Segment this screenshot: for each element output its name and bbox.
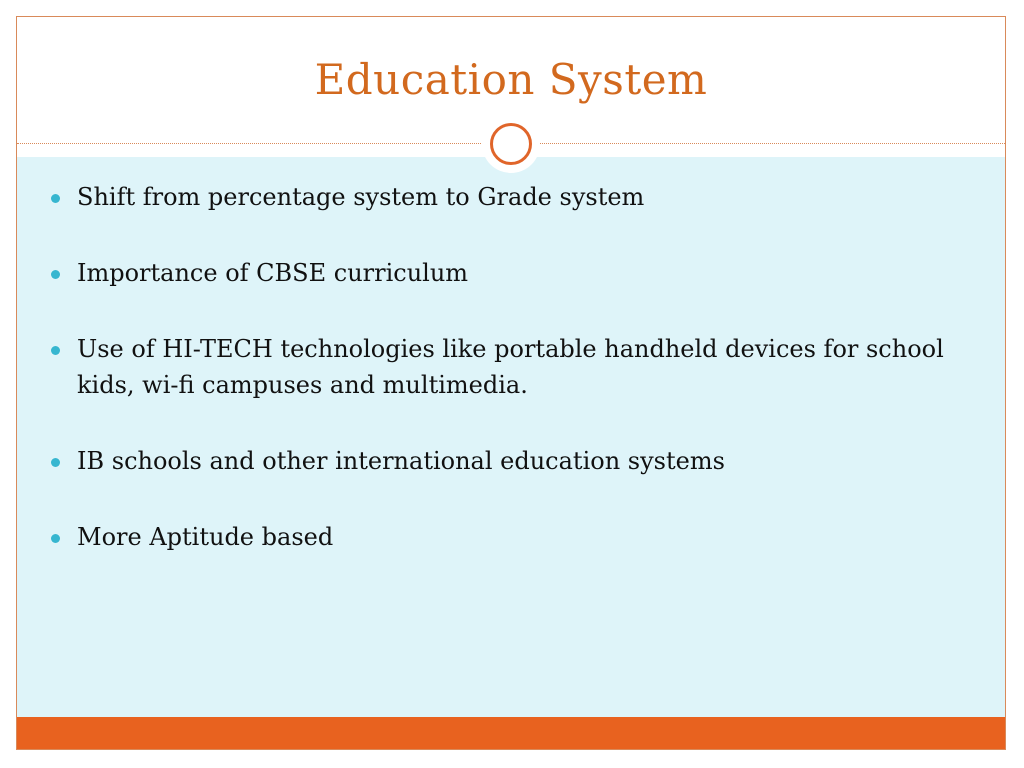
footer-accent-bar xyxy=(17,717,1005,750)
bullet-text: Importance of CBSE curriculum xyxy=(77,259,469,287)
bullet-item-hi-tech xyxy=(47,331,967,403)
bullet-dot-icon xyxy=(51,270,60,279)
bullet-item-ib-schools xyxy=(47,443,967,479)
bullet-dot-icon xyxy=(51,194,60,203)
ring-ornament-icon xyxy=(482,115,540,173)
bullet-text: More Aptitude based xyxy=(77,523,334,551)
ring-icon xyxy=(490,123,532,165)
slide-title: Education System xyxy=(314,55,708,104)
bullet-list xyxy=(47,179,967,595)
bullet-dot-icon xyxy=(51,346,60,355)
bullet-dot-icon xyxy=(51,534,60,543)
bullet-item-grade-system xyxy=(47,179,967,215)
bullet-text: Use of HI-TECH technologies like portable handheld devices for school kids, wi-fi campuses and multimedia. xyxy=(77,335,944,399)
slide xyxy=(16,16,1006,750)
bullet-item-aptitude xyxy=(47,519,967,555)
bullet-text: Shift from percentage system to Grade system xyxy=(77,183,645,211)
bullet-item-cbse xyxy=(47,255,967,291)
bullet-text: IB schools and other international education systems xyxy=(77,447,725,475)
bullet-dot-icon xyxy=(51,458,60,467)
